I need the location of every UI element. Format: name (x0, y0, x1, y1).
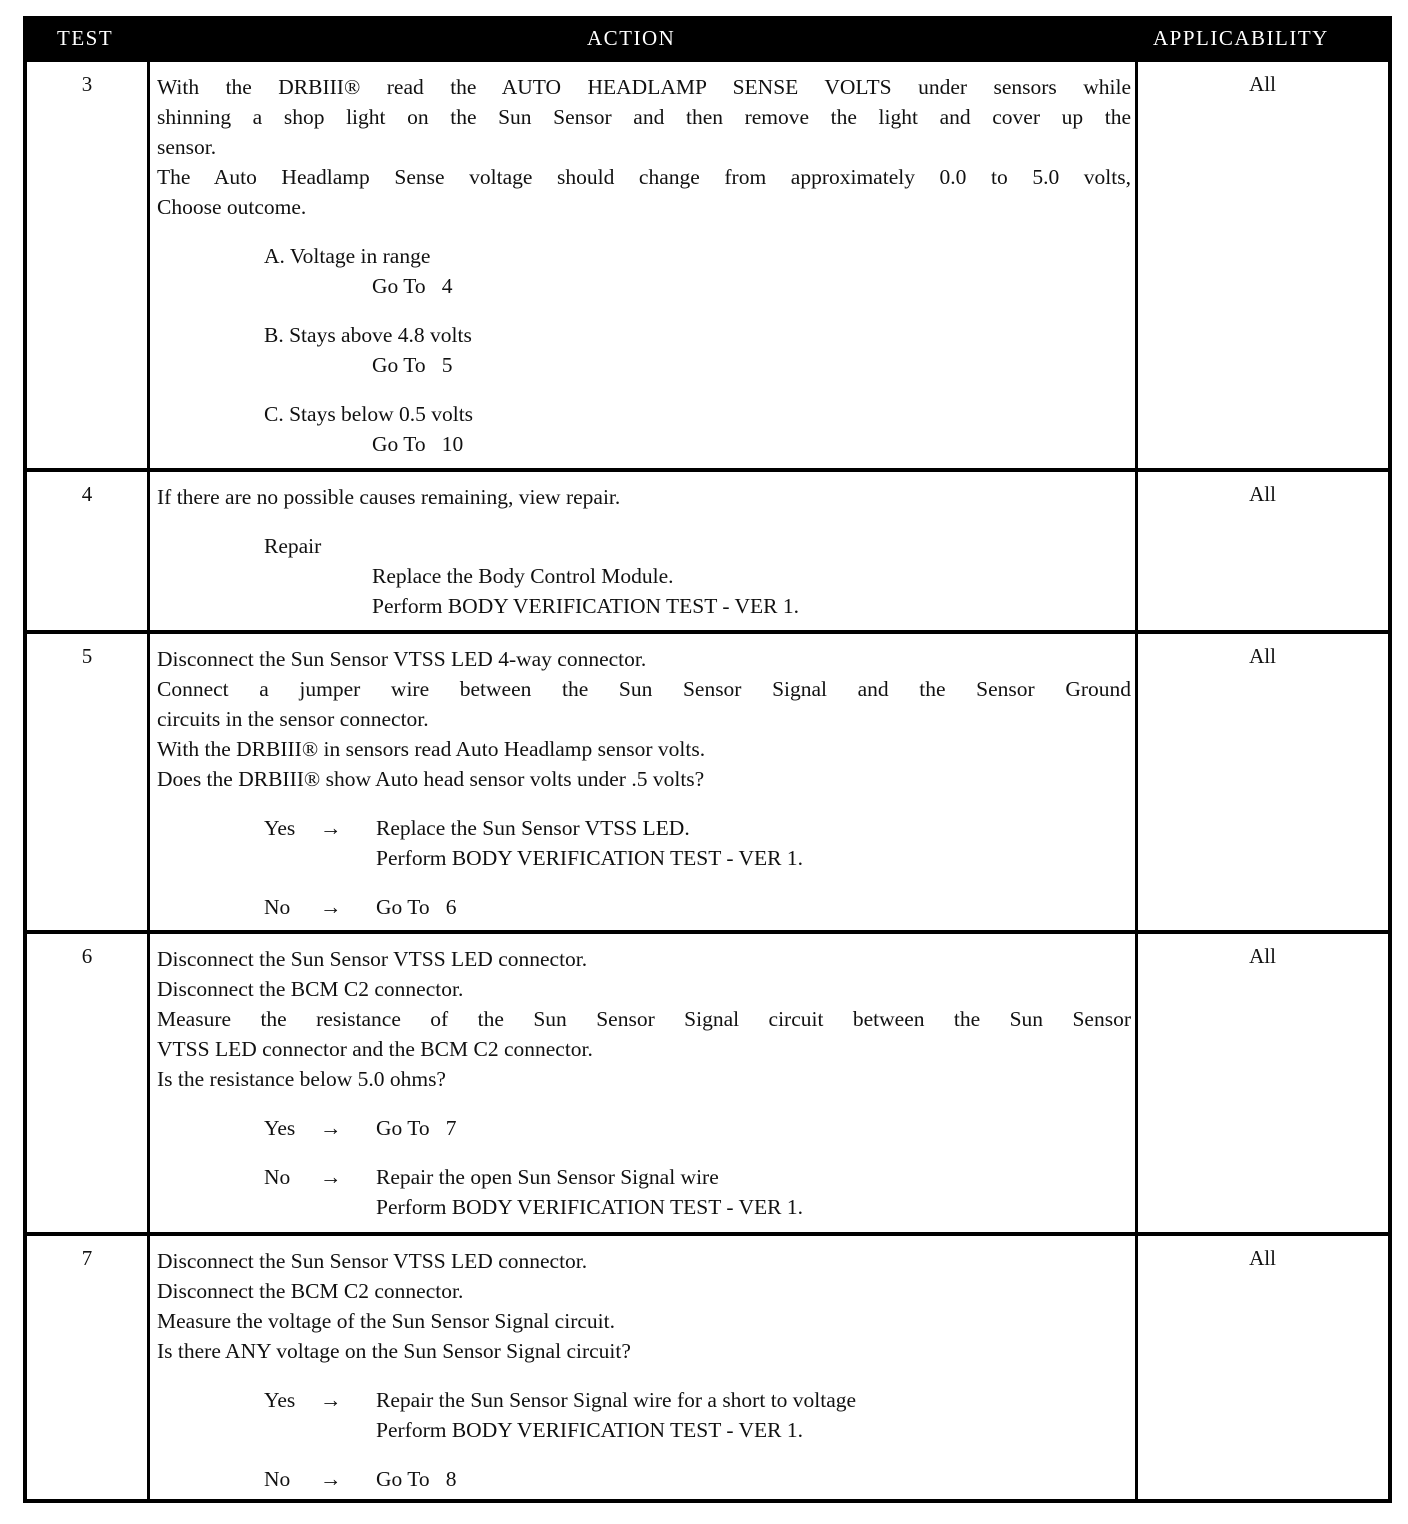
outcome-goto: Go To 4 (372, 274, 453, 298)
table-row-test-7 (27, 1232, 1388, 1499)
test-number: 5 (81, 644, 93, 668)
outcome-label: C. Stays below 0.5 volts (264, 402, 474, 426)
applicability: All (1249, 72, 1276, 96)
outcome-line: Repair the Sun Sensor Signal wire for a short to voltage (376, 1388, 857, 1412)
action-cell (157, 1246, 1131, 1494)
outcome-label: A. Voltage in range (264, 244, 431, 268)
action-line: circuits in the sensor connector. (157, 707, 429, 731)
outcome-goto: Go To 5 (372, 353, 453, 377)
test-number: 3 (81, 72, 93, 96)
yes-label: Yes (264, 816, 296, 840)
action-cell (157, 482, 1131, 621)
action-line: With the DRBIII® in sensors read Auto Headlamp sensor volts. (157, 737, 706, 761)
yes-outcome (157, 1113, 1131, 1143)
applicability: All (1249, 644, 1276, 668)
outcome-line: Go To 7 (376, 1116, 457, 1140)
arrow-icon: → (320, 1388, 342, 1412)
action-line: Is there ANY voltage on the Sun Sensor Signal circuit? (157, 1339, 631, 1363)
header-action: ACTION (587, 26, 676, 50)
yes-outcome (157, 1385, 1131, 1445)
arrow-icon: → (320, 895, 342, 919)
table-row-test-6 (27, 930, 1388, 1232)
action-line: sensor. (157, 135, 217, 159)
yes-outcome (157, 813, 1131, 873)
action-line: Disconnect the Sun Sensor VTSS LED connector. (157, 947, 588, 971)
no-outcome (157, 1464, 1131, 1494)
no-outcome (157, 1162, 1131, 1222)
header-test: TEST (57, 26, 114, 50)
repair-line: Replace the Body Control Module. (372, 564, 674, 588)
no-label: No (264, 1467, 291, 1491)
table-row-test-5 (27, 630, 1388, 930)
table-row-test-4 (27, 468, 1388, 630)
no-label: No (264, 1165, 291, 1189)
action-line: Measure the resistance of the Sun Sensor Signal circuit between the Sun Sensor (157, 1007, 1131, 1031)
action-line: Choose outcome. (157, 195, 307, 219)
arrow-icon: → (320, 1116, 342, 1140)
no-outcome (157, 892, 1131, 922)
header-applicability: APPLICABILITY (1153, 26, 1329, 50)
repair-label: Repair (264, 534, 322, 558)
table-header (27, 20, 1388, 58)
applicability: All (1249, 1246, 1276, 1270)
action-line: Disconnect the BCM C2 connector. (157, 1279, 464, 1303)
arrow-icon: → (320, 816, 342, 840)
action-line: Does the DRBIII® show Auto head sensor volts under .5 volts? (157, 767, 705, 791)
action-line: If there are no possible causes remaining, view repair. (157, 485, 621, 509)
applicability: All (1249, 944, 1276, 968)
outcome-line: Repair the open Sun Sensor Signal wire (376, 1165, 719, 1189)
action-cell (157, 944, 1131, 1222)
test-number: 4 (81, 482, 93, 506)
outcome-label: B. Stays above 4.8 volts (264, 323, 472, 347)
action-line: Connect a jumper wire between the Sun Sensor Signal and the Sensor Ground (157, 677, 1131, 701)
action-line: Is the resistance below 5.0 ohms? (157, 1067, 446, 1091)
arrow-icon: → (320, 1467, 342, 1491)
outcome-line: Perform BODY VERIFICATION TEST - VER 1. (376, 1195, 804, 1219)
outcome-goto: Go To 10 (372, 432, 464, 456)
outcome-line: Perform BODY VERIFICATION TEST - VER 1. (376, 1418, 804, 1442)
action-line: Disconnect the Sun Sensor VTSS LED connector. (157, 1249, 588, 1273)
repair-line: Perform BODY VERIFICATION TEST - VER 1. (372, 594, 800, 618)
action-cell (157, 644, 1131, 922)
arrow-icon: → (320, 1165, 342, 1189)
action-line: Measure the voltage of the Sun Sensor Signal circuit. (157, 1309, 615, 1333)
applicability: All (1249, 482, 1276, 506)
outcome-line: Perform BODY VERIFICATION TEST - VER 1. (376, 846, 804, 870)
yes-label: Yes (264, 1116, 296, 1140)
yes-label: Yes (264, 1388, 296, 1412)
action-line: VTSS LED connector and the BCM C2 connector. (157, 1037, 593, 1061)
action-line: Disconnect the Sun Sensor VTSS LED 4-way connector. (157, 647, 647, 671)
action-line: Disconnect the BCM C2 connector. (157, 977, 464, 1001)
table-row-test-3 (27, 58, 1388, 468)
no-label: No (264, 895, 291, 919)
test-table (23, 16, 1392, 1503)
outcome-line: Go To 6 (376, 895, 457, 919)
outcome-line: Go To 8 (376, 1467, 457, 1491)
action-line: With the DRBIII® read the AUTO HEADLAMP SENSE VOLTS under sensors while (157, 75, 1131, 99)
action-line: shinning a shop light on the Sun Sensor and then remove the light and cover up the (157, 105, 1131, 129)
outcome-line: Replace the Sun Sensor VTSS LED. (376, 816, 690, 840)
action-cell (157, 72, 1131, 459)
test-number: 7 (81, 1246, 93, 1270)
test-number: 6 (81, 944, 93, 968)
action-line: The Auto Headlamp Sense voltage should change from approximately 0.0 to 5.0 volts, (157, 165, 1131, 189)
